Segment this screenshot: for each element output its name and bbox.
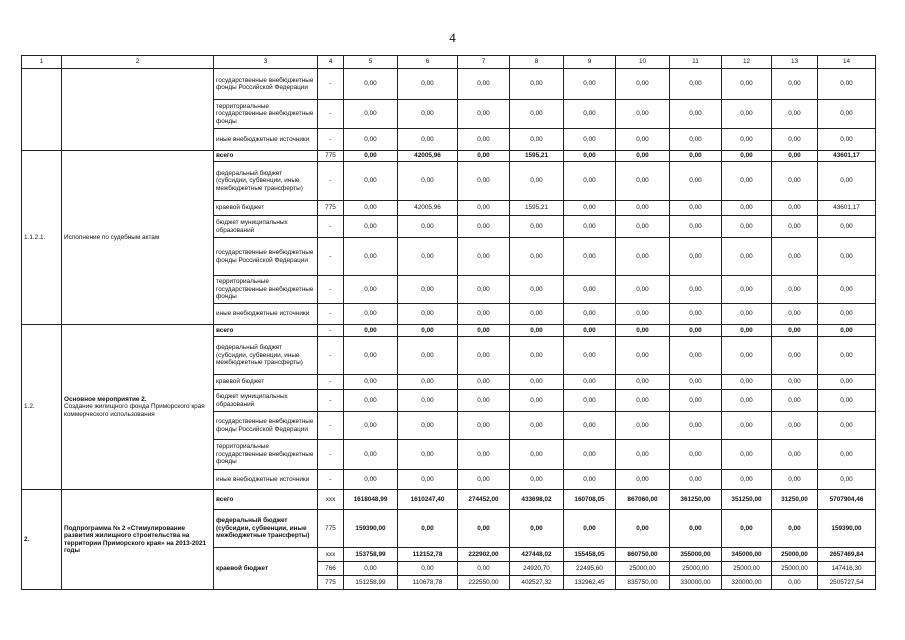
value-cell: 0,00 — [344, 412, 398, 440]
value-cell: 160708,05 — [564, 490, 616, 510]
value-cell: 0,00 — [722, 100, 772, 129]
value-cell: 0,00 — [670, 216, 722, 238]
header-cell: 10 — [616, 56, 670, 69]
value-cell: 0,00 — [616, 69, 670, 100]
value-cell: 110678,78 — [398, 576, 458, 590]
value-cell: 0,00 — [616, 216, 670, 238]
value-cell: 0,00 — [616, 440, 670, 470]
value-cell: 0,00 — [458, 562, 510, 576]
value-cell: 0,00 — [458, 151, 510, 162]
value-cell: 0,00 — [772, 390, 818, 412]
value-cell: 0,00 — [616, 100, 670, 129]
value-cell: 361250,00 — [670, 490, 722, 510]
value-cell: 0,00 — [510, 129, 564, 151]
table-header — [22, 56, 876, 69]
value-cell: 0,00 — [398, 129, 458, 151]
funding-source: государственные внебюджетные фонды Российской Федерации — [214, 69, 318, 100]
value-cell: 0,00 — [722, 390, 772, 412]
value-cell: 0,00 — [510, 337, 564, 375]
value-cell: 0,00 — [772, 276, 818, 304]
value-cell: 31250,00 — [772, 490, 818, 510]
header-cell: 9 — [564, 56, 616, 69]
value-cell: 25000,00 — [722, 562, 772, 576]
value-cell: 0,00 — [670, 162, 722, 201]
row-number-cell: 1.2. — [22, 325, 62, 490]
funding-source: иные внебюджетные источники — [214, 129, 318, 151]
value-cell: 0,00 — [722, 440, 772, 470]
value-cell: 222550,00 — [458, 576, 510, 590]
value-cell: 0,00 — [772, 201, 818, 216]
funding-source: федеральный бюджет (субсидии, субвенции, иные межбюджетные трансферты) — [214, 162, 318, 201]
value-cell: 0,00 — [818, 69, 876, 100]
value-cell: 0,00 — [564, 337, 616, 375]
header-cell: 11 — [670, 56, 722, 69]
value-cell: 0,00 — [818, 304, 876, 325]
value-cell: 0,00 — [510, 216, 564, 238]
value-cell: 0,00 — [344, 276, 398, 304]
value-cell: 0,00 — [344, 151, 398, 162]
value-cell: 0,00 — [398, 337, 458, 375]
value-cell: 0,00 — [458, 216, 510, 238]
value-cell: 0,00 — [722, 162, 772, 201]
value-cell: 0,00 — [564, 276, 616, 304]
value-cell: 24920,70 — [510, 562, 564, 576]
value-cell: 0,00 — [398, 562, 458, 576]
header-cell: 6 — [398, 56, 458, 69]
value-cell: 0,00 — [818, 412, 876, 440]
value-cell: 0,00 — [398, 276, 458, 304]
value-cell: 0,00 — [344, 337, 398, 375]
event-title: Основное мероприятие 2. — [64, 395, 147, 403]
value-cell: 0,00 — [458, 375, 510, 390]
event-description: Создание жилищного фонда Приморского края коммерческого использования — [64, 403, 205, 418]
value-cell: 1595,21 — [510, 201, 564, 216]
ministry-code: - — [318, 390, 344, 412]
value-cell: 0,00 — [722, 69, 772, 100]
funding-source: краевой бюджет — [214, 548, 318, 590]
value-cell: 0,00 — [344, 470, 398, 490]
funding-source: государственные внебюджетные фонды Российской Федерации — [214, 412, 318, 440]
value-cell: 0,00 — [818, 276, 876, 304]
value-cell: 0,00 — [670, 470, 722, 490]
row-number-cell — [22, 69, 62, 151]
value-cell: 0,00 — [564, 510, 616, 548]
table-row — [22, 151, 876, 162]
value-cell: 0,00 — [458, 276, 510, 304]
value-cell: 0,00 — [722, 412, 772, 440]
value-cell: 0,00 — [722, 151, 772, 162]
value-cell: 0,00 — [722, 276, 772, 304]
value-cell: 151258,99 — [344, 576, 398, 590]
value-cell: 0,00 — [344, 162, 398, 201]
value-cell: 427448,02 — [510, 548, 564, 562]
value-cell: 0,00 — [818, 390, 876, 412]
value-cell: 0,00 — [344, 238, 398, 276]
value-cell: 0,00 — [670, 100, 722, 129]
value-cell: 0,00 — [772, 129, 818, 151]
funding-source: федеральный бюджет (субсидии, субвенции, иные межбюджетные трансферты) — [214, 337, 318, 375]
value-cell: 0,00 — [458, 337, 510, 375]
value-cell: 0,00 — [398, 470, 458, 490]
value-cell: 0,00 — [398, 510, 458, 548]
value-cell: 0,00 — [670, 304, 722, 325]
value-cell: 0,00 — [458, 412, 510, 440]
value-cell: 0,00 — [722, 216, 772, 238]
value-cell: 0,00 — [772, 440, 818, 470]
header-cell: 12 — [722, 56, 772, 69]
value-cell: 0,00 — [616, 325, 670, 337]
value-cell: 0,00 — [564, 325, 616, 337]
value-cell: 0,00 — [772, 216, 818, 238]
header-cell: 8 — [510, 56, 564, 69]
ministry-code: - — [318, 238, 344, 276]
value-cell: 0,00 — [670, 69, 722, 100]
value-cell: 351250,00 — [722, 490, 772, 510]
value-cell: 153758,99 — [344, 548, 398, 562]
header-cell: 13 — [772, 56, 818, 69]
value-cell: 274452,00 — [458, 490, 510, 510]
value-cell: 0,00 — [670, 375, 722, 390]
funding-source: иные внебюджетные источники — [214, 304, 318, 325]
value-cell: 0,00 — [510, 325, 564, 337]
row-name-cell: Подпрограмма № 2 «Стимулирование развития жилищного строительства на территории Приморского края» на 2013-2021 годы — [62, 490, 214, 590]
value-cell: 0,00 — [398, 162, 458, 201]
value-cell: 0,00 — [616, 201, 670, 216]
row-name-cell — [62, 325, 214, 490]
value-cell: 402527,32 — [510, 576, 564, 590]
funding-source: федеральный бюджет (субсидии, субвенции, иные межбюджетные трансферты) — [214, 510, 318, 548]
value-cell: 0,00 — [564, 129, 616, 151]
value-cell: 0,00 — [398, 238, 458, 276]
value-cell: 0,00 — [344, 100, 398, 129]
value-cell: 0,00 — [670, 325, 722, 337]
value-cell: 25000,00 — [670, 562, 722, 576]
value-cell: 0,00 — [616, 390, 670, 412]
value-cell: 0,00 — [818, 100, 876, 129]
value-cell: 0,00 — [344, 304, 398, 325]
value-cell: 0,00 — [670, 276, 722, 304]
value-cell: 42005,96 — [398, 151, 458, 162]
value-cell: 0,00 — [670, 337, 722, 375]
ministry-code: - — [318, 216, 344, 238]
value-cell: 159390,00 — [344, 510, 398, 548]
value-cell: 867060,00 — [616, 490, 670, 510]
value-cell: 0,00 — [564, 440, 616, 470]
header-row — [22, 56, 876, 69]
funding-source: бюджет муниципальных образований — [214, 390, 318, 412]
ministry-code: - — [318, 440, 344, 470]
value-cell: 0,00 — [344, 325, 398, 337]
ministry-code: - — [318, 375, 344, 390]
page-number: 4 — [449, 30, 456, 45]
ministry-code: - — [318, 325, 344, 337]
value-cell: 0,00 — [722, 238, 772, 276]
value-cell: 22495,60 — [564, 562, 616, 576]
value-cell: 0,00 — [344, 201, 398, 216]
value-cell: 0,00 — [458, 162, 510, 201]
value-cell: 0,00 — [510, 162, 564, 201]
value-cell: 0,00 — [722, 201, 772, 216]
value-cell: 0,00 — [398, 69, 458, 100]
value-cell: 0,00 — [616, 304, 670, 325]
value-cell: 0,00 — [458, 510, 510, 548]
value-cell: 0,00 — [772, 576, 818, 590]
value-cell: 0,00 — [458, 238, 510, 276]
value-cell: 0,00 — [616, 375, 670, 390]
budget-table — [21, 55, 876, 590]
value-cell: 345000,00 — [722, 548, 772, 562]
table-row — [22, 490, 876, 510]
funding-source: иные внебюджетные источники — [214, 470, 318, 490]
value-cell: 0,00 — [772, 510, 818, 548]
table-row — [22, 325, 876, 337]
value-cell: 0,00 — [458, 201, 510, 216]
ministry-code: - — [318, 129, 344, 151]
value-cell: 0,00 — [510, 238, 564, 276]
funding-source: территориальные государственные внебюджетные фонды — [214, 276, 318, 304]
value-cell: 0,00 — [564, 201, 616, 216]
value-cell: 132962,45 — [564, 576, 616, 590]
value-cell: 0,00 — [564, 238, 616, 276]
value-cell: 0,00 — [670, 510, 722, 548]
value-cell: 0,00 — [344, 562, 398, 576]
header-cell: 5 — [344, 56, 398, 69]
value-cell: 0,00 — [398, 412, 458, 440]
value-cell: 0,00 — [772, 162, 818, 201]
value-cell: 0,00 — [398, 100, 458, 129]
value-cell: 1610247,40 — [398, 490, 458, 510]
value-cell: 0,00 — [398, 304, 458, 325]
value-cell: 0,00 — [772, 470, 818, 490]
value-cell: 43601,17 — [818, 151, 876, 162]
ministry-code: - — [318, 162, 344, 201]
value-cell: 0,00 — [670, 440, 722, 470]
value-cell: 0,00 — [510, 510, 564, 548]
funding-source: территориальные государственные внебюджетные фонды — [214, 440, 318, 470]
value-cell: 0,00 — [398, 440, 458, 470]
header-cell: 3 — [214, 56, 318, 69]
value-cell: 0,00 — [458, 440, 510, 470]
value-cell: 320000,00 — [722, 576, 772, 590]
value-cell: 0,00 — [616, 412, 670, 440]
funding-source: территориальные государственные внебюджетные фонды — [214, 100, 318, 129]
value-cell: 147416,30 — [818, 562, 876, 576]
value-cell: 0,00 — [344, 375, 398, 390]
value-cell: 0,00 — [344, 216, 398, 238]
funding-source: краевой бюджет — [214, 201, 318, 216]
value-cell: 159390,00 — [818, 510, 876, 548]
value-cell: 2505727,54 — [818, 576, 876, 590]
value-cell: 0,00 — [510, 440, 564, 470]
ministry-code: xxx — [318, 548, 344, 562]
value-cell: 0,00 — [670, 238, 722, 276]
value-cell: 0,00 — [772, 412, 818, 440]
value-cell: 25000,00 — [772, 548, 818, 562]
value-cell: 0,00 — [344, 129, 398, 151]
value-cell: 1618048,99 — [344, 490, 398, 510]
value-cell: 0,00 — [772, 337, 818, 375]
value-cell: 2657469,84 — [818, 548, 876, 562]
row-number-cell: 2. — [22, 490, 62, 590]
value-cell: 0,00 — [722, 304, 772, 325]
value-cell: 0,00 — [564, 390, 616, 412]
header-cell: 4 — [318, 56, 344, 69]
value-cell: 0,00 — [772, 238, 818, 276]
value-cell: 0,00 — [564, 304, 616, 325]
ministry-code: 766 — [318, 562, 344, 576]
value-cell: 0,00 — [398, 325, 458, 337]
value-cell: 25000,00 — [616, 562, 670, 576]
header-cell: 7 — [458, 56, 510, 69]
funding-source: бюджет муниципальных образований — [214, 216, 318, 238]
value-cell: 860750,00 — [616, 548, 670, 562]
value-cell: 0,00 — [616, 129, 670, 151]
value-cell: 0,00 — [772, 375, 818, 390]
value-cell: 0,00 — [818, 238, 876, 276]
value-cell: 0,00 — [616, 238, 670, 276]
funding-source: всего — [214, 325, 318, 337]
value-cell: 0,00 — [458, 390, 510, 412]
value-cell: 0,00 — [772, 69, 818, 100]
value-cell: 0,00 — [510, 390, 564, 412]
value-cell: 0,00 — [398, 390, 458, 412]
value-cell: 0,00 — [670, 129, 722, 151]
value-cell: 355000,00 — [670, 548, 722, 562]
header-cell: 1 — [22, 56, 62, 69]
value-cell: 0,00 — [772, 151, 818, 162]
value-cell: 0,00 — [818, 470, 876, 490]
value-cell: 835750,00 — [616, 576, 670, 590]
value-cell: 0,00 — [398, 216, 458, 238]
funding-source: всего — [214, 151, 318, 162]
ministry-code: xxx — [318, 490, 344, 510]
value-cell: 0,00 — [458, 129, 510, 151]
value-cell: 0,00 — [670, 390, 722, 412]
value-cell: 0,00 — [818, 162, 876, 201]
value-cell: 222902,00 — [458, 548, 510, 562]
value-cell: 0,00 — [458, 470, 510, 490]
value-cell: 0,00 — [458, 304, 510, 325]
value-cell: 0,00 — [616, 276, 670, 304]
value-cell: 0,00 — [616, 337, 670, 375]
value-cell: 0,00 — [510, 69, 564, 100]
value-cell: 42005,96 — [398, 201, 458, 216]
value-cell: 0,00 — [772, 304, 818, 325]
ministry-code: - — [318, 100, 344, 129]
value-cell: 0,00 — [818, 325, 876, 337]
value-cell: 0,00 — [510, 412, 564, 440]
value-cell: 0,00 — [616, 510, 670, 548]
value-cell: 0,00 — [510, 375, 564, 390]
value-cell: 0,00 — [616, 151, 670, 162]
value-cell: 0,00 — [722, 510, 772, 548]
value-cell: 0,00 — [344, 69, 398, 100]
ministry-code: - — [318, 69, 344, 100]
ministry-code: - — [318, 470, 344, 490]
row-number-cell: 1.1.2.1. — [22, 151, 62, 325]
ministry-code: - — [318, 337, 344, 375]
value-cell: 0,00 — [772, 325, 818, 337]
row-name-cell — [62, 69, 214, 151]
value-cell: 0,00 — [564, 375, 616, 390]
value-cell: 0,00 — [564, 100, 616, 129]
funding-source: краевой бюджет — [214, 375, 318, 390]
value-cell: 5707904,46 — [818, 490, 876, 510]
value-cell: 0,00 — [670, 201, 722, 216]
value-cell: 25000,00 — [772, 562, 818, 576]
value-cell: 0,00 — [344, 390, 398, 412]
value-cell: 0,00 — [818, 337, 876, 375]
value-cell: 0,00 — [564, 412, 616, 440]
value-cell: 112152,78 — [398, 548, 458, 562]
value-cell: 0,00 — [458, 100, 510, 129]
funding-source: государственные внебюджетные фонды Российской Федерации — [214, 238, 318, 276]
value-cell: 0,00 — [510, 304, 564, 325]
value-cell: 0,00 — [616, 162, 670, 201]
header-cell: 2 — [62, 56, 214, 69]
value-cell: 0,00 — [818, 129, 876, 151]
ministry-code: 775 — [318, 510, 344, 548]
value-cell: 0,00 — [616, 470, 670, 490]
header-cell: 14 — [818, 56, 876, 69]
value-cell: 0,00 — [510, 470, 564, 490]
ministry-code: 775 — [318, 576, 344, 590]
value-cell: 0,00 — [510, 276, 564, 304]
value-cell: 0,00 — [722, 129, 772, 151]
value-cell: 0,00 — [398, 375, 458, 390]
value-cell: 0,00 — [722, 470, 772, 490]
value-cell: 0,00 — [670, 412, 722, 440]
value-cell: 0,00 — [564, 69, 616, 100]
value-cell: 0,00 — [818, 216, 876, 238]
value-cell: 1595,21 — [510, 151, 564, 162]
ministry-code: - — [318, 412, 344, 440]
value-cell: 155458,05 — [564, 548, 616, 562]
value-cell: 43601,17 — [818, 201, 876, 216]
value-cell: 0,00 — [722, 337, 772, 375]
value-cell: 0,00 — [818, 375, 876, 390]
value-cell: 0,00 — [818, 440, 876, 470]
funding-source: всего — [214, 490, 318, 510]
table-row — [22, 69, 876, 100]
ministry-code: 775 — [318, 201, 344, 216]
value-cell: 0,00 — [344, 440, 398, 470]
value-cell: 0,00 — [458, 325, 510, 337]
ministry-code: - — [318, 304, 344, 325]
value-cell: 0,00 — [564, 216, 616, 238]
value-cell: 0,00 — [722, 325, 772, 337]
value-cell: 0,00 — [458, 69, 510, 100]
value-cell: 0,00 — [564, 151, 616, 162]
value-cell: 433698,02 — [510, 490, 564, 510]
value-cell: 330000,00 — [670, 576, 722, 590]
ministry-code: - — [318, 276, 344, 304]
value-cell: 0,00 — [510, 100, 564, 129]
value-cell: 0,00 — [564, 470, 616, 490]
value-cell: 0,00 — [564, 162, 616, 201]
ministry-code: 775 — [318, 151, 344, 162]
value-cell: 0,00 — [772, 100, 818, 129]
value-cell: 0,00 — [670, 151, 722, 162]
row-name-cell: Исполнение по судебным актам — [62, 151, 214, 325]
value-cell: 0,00 — [722, 375, 772, 390]
